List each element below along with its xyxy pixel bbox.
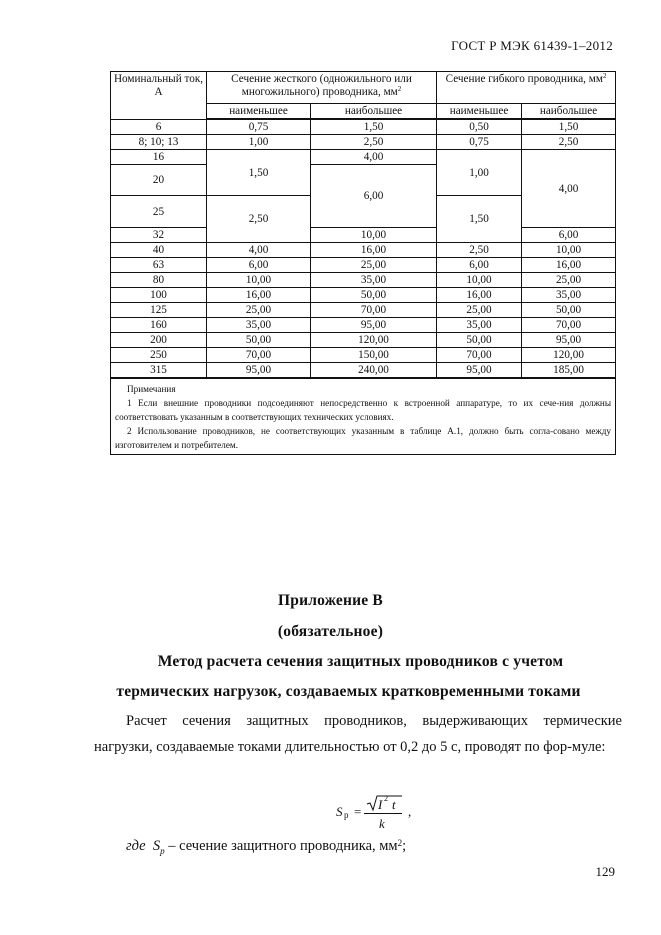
table-row: 20 6,00 bbox=[111, 165, 616, 180]
page-number: 129 bbox=[595, 864, 615, 879]
note-2: 2 Использование проводников, не соответствующих указанным в таблице А.1, должно быть согла-совано между изготовителем и потребителем. bbox=[115, 426, 612, 450]
notes-title: Примечания bbox=[127, 384, 176, 394]
table-row: 40 4,00 16,00 2,50 10,00 bbox=[111, 243, 616, 258]
table-row: 8; 10; 13 1,00 2,50 0,75 2,50 bbox=[111, 135, 616, 150]
table-row: 100 16,00 50,00 16,00 35,00 bbox=[111, 288, 616, 303]
appendix-title: Приложение В bbox=[278, 592, 383, 609]
header-rigid-max: наибольшее bbox=[311, 104, 437, 120]
table-row: 315 95,00 240,00 95,00 185,00 bbox=[111, 363, 616, 379]
conductor-cross-section-table bbox=[110, 71, 616, 455]
document-header: ГОСТ Р МЭК 61439-1–2012 bbox=[451, 38, 613, 53]
table-row: 6 0,75 1,50 0,50 1,50 bbox=[111, 119, 616, 135]
table-row: 200 50,00 120,00 50,00 95,00 bbox=[111, 333, 616, 348]
table-row: 16 1,50 4,00 1,00 4,00 bbox=[111, 150, 616, 165]
appendix-heading-line2: термических нагрузок, создаваемых кратковременными токами bbox=[116, 683, 581, 700]
header-rigid: Сечение жесткого (одножильного или многожильного) проводника, $мм^2$ bbox=[207, 72, 437, 104]
header-rigid-min: наименьшее bbox=[207, 104, 311, 120]
appendix-heading-line1: Метод расчета сечения защитных проводников с учетом bbox=[157, 653, 564, 670]
table-notes bbox=[111, 378, 616, 455]
table-row: 63 6,00 25,00 6,00 16,00 bbox=[111, 258, 616, 273]
fraction-bar bbox=[364, 813, 402, 814]
table-row: 80 10,00 35,00 10,00 25,00 bbox=[111, 273, 616, 288]
table-row: 125 25,00 70,00 25,00 50,00 bbox=[111, 303, 616, 318]
table-row: 250 70,00 150,00 70,00 120,00 bbox=[111, 348, 616, 363]
note-1: 1 Если внешние проводники подсоединяют непосредственно к встроенной аппаратуре, то их сече-ния должны соответствовать указанным в соответствующих технических условиях. bbox=[115, 398, 612, 422]
method-paragraph: Расчет сечения защитных проводников, выдерживающих термические нагрузки, создаваемые токами длительностью от 0,2 до 5 с, проводят по фор-муле: bbox=[94, 713, 622, 755]
table-row: 32 10,00 6,00 bbox=[111, 228, 616, 243]
header-flexible: Сечение гибкого проводника, $мм^2$ bbox=[437, 72, 616, 104]
table-row: 160 35,00 95,00 35,00 70,00 bbox=[111, 318, 616, 333]
header-current: Номинальный ток, А bbox=[111, 72, 207, 120]
appendix-status: (обязательное) bbox=[277, 623, 384, 640]
header-flex-max: наибольшее bbox=[522, 104, 616, 120]
header-flex-min: наименьшее bbox=[437, 104, 522, 120]
table-row: 25 2,50 1,50 bbox=[111, 196, 616, 212]
where-line: где $S_p$ – сечение защитного проводника, $мм^2$; bbox=[126, 838, 407, 856]
